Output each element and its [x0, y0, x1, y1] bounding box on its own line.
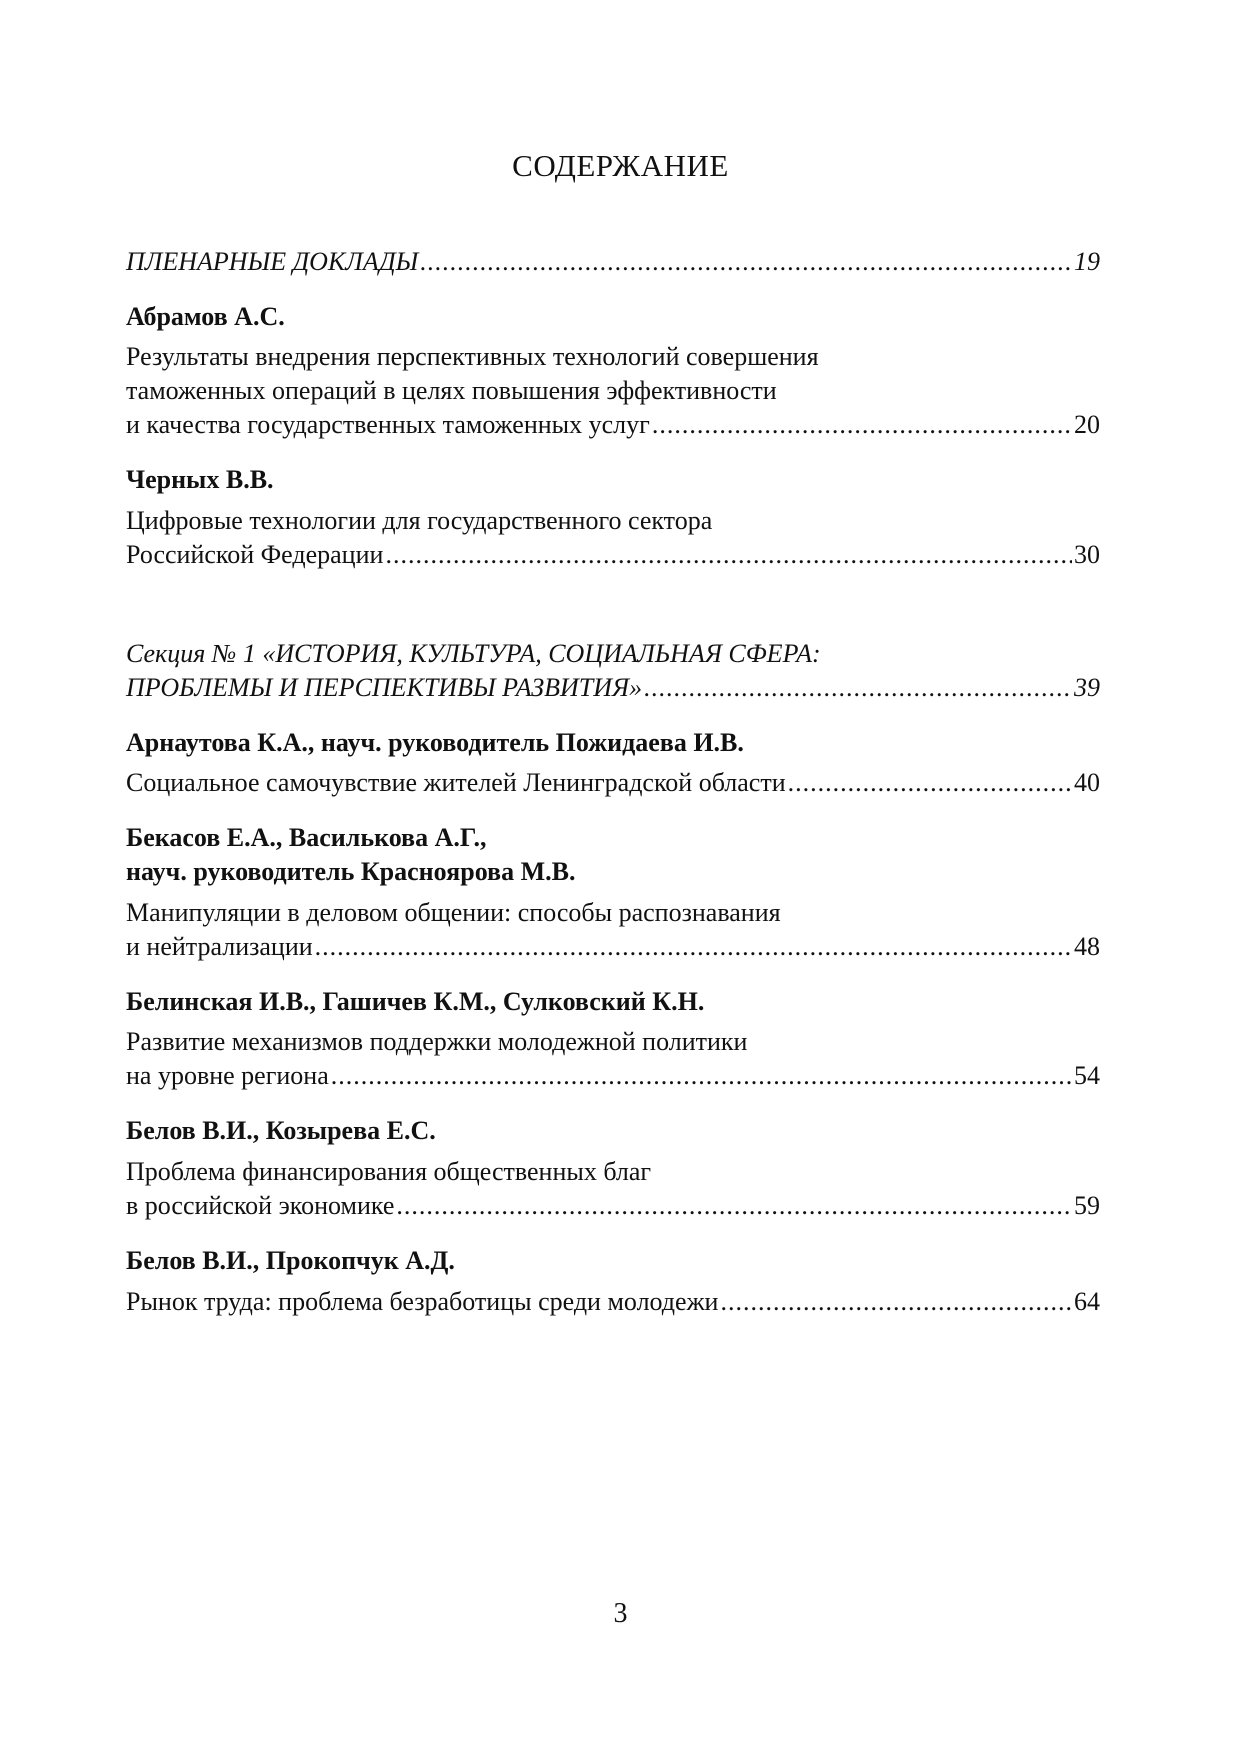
dot-leader — [331, 1059, 1072, 1093]
page-ref: 40 — [1074, 768, 1100, 797]
toc-author: Арнаутова К.А., науч. руководитель Пожидаева И.В. — [126, 728, 744, 757]
toc-section-1[interactable] — [126, 671, 1100, 705]
toc-entry-title-line: Цифровые технологии для государственного сектора — [126, 506, 713, 535]
toc-entry-link[interactable] — [126, 1189, 1100, 1223]
dot-leader — [720, 1285, 1072, 1319]
page-ref: 19 — [1074, 247, 1100, 276]
dot-leader — [644, 671, 1072, 705]
toc-entry-link[interactable] — [126, 408, 1100, 442]
dot-leader — [788, 766, 1072, 800]
section-title: ПРОБЛЕМЫ И ПЕРСПЕКТИВЫ РАЗВИТИЯ» — [126, 673, 643, 702]
page-title: СОДЕРЖАНИЕ — [512, 148, 729, 183]
section-title: ПЛЕНАРНЫЕ ДОКЛАДЫ — [126, 247, 419, 276]
toc-entry-title-line: Проблема финансирования общественных благ — [126, 1157, 652, 1186]
page-ref: 30 — [1074, 540, 1100, 569]
toc-entry-link[interactable] — [126, 930, 1100, 964]
toc-entry-title-line: таможенных операций в целях повышения эффективности — [126, 376, 777, 405]
toc-entry-link[interactable] — [126, 1059, 1100, 1093]
toc-author: Черных В.В. — [126, 465, 274, 494]
dot-leader — [396, 1189, 1072, 1223]
toc-section-plenary[interactable] — [126, 245, 1100, 279]
toc-entry-title-line: Социальное самочувствие жителей Ленинградской области — [126, 768, 786, 797]
toc-author: Абрамов А.С. — [126, 302, 285, 331]
toc-entry-title-line: и качества государственных таможенных услуг — [126, 410, 650, 439]
page-ref: 59 — [1074, 1191, 1100, 1220]
page-number: 3 — [613, 1598, 628, 1629]
toc-section-1-line: Секция № 1 «ИСТОРИЯ, КУЛЬТУРА, СОЦИАЛЬНАЯ СФЕРА: — [126, 639, 821, 668]
toc-author: Белинская И.В., Гашичев К.М., Сулковский К.Н. — [126, 987, 705, 1016]
toc-entry-title-line: на уровне региона — [126, 1061, 329, 1090]
page-ref: 48 — [1074, 932, 1100, 961]
page-ref: 54 — [1074, 1061, 1100, 1090]
dot-leader — [420, 245, 1072, 279]
toc-entry-title-line: Результаты внедрения перспективных технологий совершения — [126, 342, 819, 371]
toc-entry-link[interactable] — [126, 766, 1100, 800]
toc-entry-title-line: Рынок труда: проблема безработицы среди молодежи — [126, 1287, 719, 1316]
dot-leader — [652, 408, 1072, 442]
toc-entry-link[interactable] — [126, 1285, 1100, 1319]
page-ref: 64 — [1074, 1287, 1100, 1316]
toc-author: Белов В.И., Козырева Е.С. — [126, 1116, 436, 1145]
toc-entry-title-line: и нейтрализации — [126, 932, 313, 961]
page-ref: 20 — [1074, 410, 1100, 439]
toc-author: Белов В.И., Прокопчук А.Д. — [126, 1246, 455, 1275]
toc-entry-title-line: в российской экономике — [126, 1191, 395, 1220]
dot-leader — [385, 538, 1072, 572]
toc-entry-title-line: Манипуляции в деловом общении: способы распознавания — [126, 898, 781, 927]
toc-entry-title-line: Российской Федерации — [126, 540, 384, 569]
dot-leader — [315, 930, 1072, 964]
page-ref: 39 — [1074, 673, 1100, 702]
toc-entry-link[interactable] — [126, 538, 1100, 572]
toc-entry-title-line: Развитие механизмов поддержки молодежной политики — [126, 1027, 748, 1056]
toc-author: Бекасов Е.А., Василькова А.Г., — [126, 823, 487, 852]
toc-author: науч. руководитель Красноярова М.В. — [126, 857, 576, 886]
